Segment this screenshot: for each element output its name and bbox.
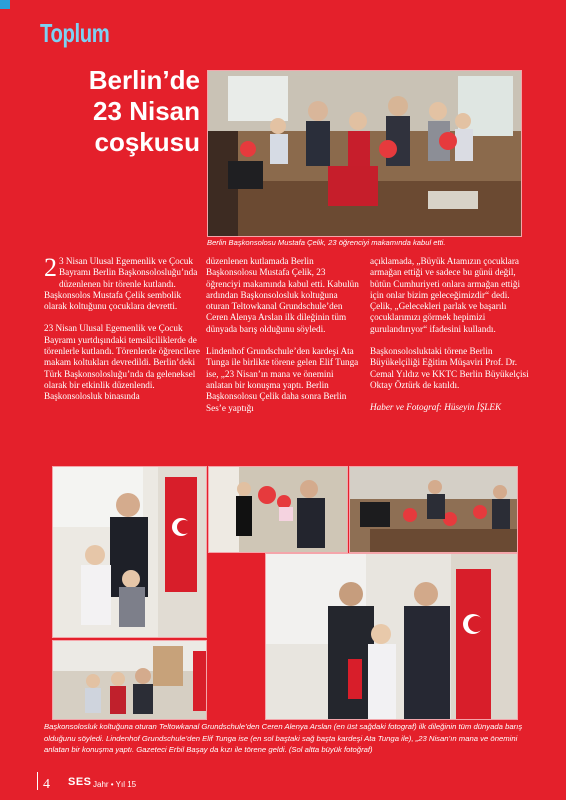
bottom-left-small-photo — [52, 640, 207, 720]
publication-logo: SES — [68, 776, 92, 788]
article-column-1 — [44, 253, 200, 414]
corner-accent — [0, 0, 10, 9]
col1-paragraph-1: 3 Nisan Ulusal Egemenlik ve Çocuk Bayramı Berlin Başkonsolosluğu’nda düzenlenen bir törenle kutlandı. Başkonsolos Mustafa Çelik sembolik olarak koltuğunu çocuklara devretti. — [44, 256, 198, 312]
footer-divider — [37, 772, 38, 790]
article-column-2 — [206, 256, 362, 425]
article-column-3 — [370, 256, 530, 425]
col3-paragraph-2: Başkonsolosluktaki törene Berlin Büyükelçiliği Eğitim Müşaviri Prof. Dr. Cemal Yıldız ve KKTC Berlin Büyükelçisi Oktay Öztürk de katıldı. — [370, 346, 529, 390]
col2-paragraph-2: Lindenhof Grundschule’den kardeşi Ata Tunga ile birlikte törene gelen Elif Tunga ise, „23 Nisan’ın mana ve önemini anlatan bir konuşma yaptı. Berlin Başkonsolosu Çelik daha sonra Berlin Ses’e yaptığı — [206, 346, 359, 413]
dropcap: 2 — [44, 253, 57, 282]
bottom-photos-caption: Başkonsolosluk koltuğuna oturan Teltowkanal Grundschule’den Ceren Alenya Arslan (en üst sağdaki fotograf) ilk dileğinin tüm dünyada barış olduğunu söyledi. Lindenhof Grundschule’den Elif Tunga ise (en sol baştaki sağ başta kardeşi Ata Tunga ile), „23 Nisan’ın mana ve önemini anlatan bir konuşma yaptı. Gazeteci Erbil Başay da kızı ile törene geldi. (Sol altta büyük fotoğraf) — [44, 722, 523, 754]
bottom-right-top-photo — [349, 466, 518, 553]
top-photo — [207, 70, 522, 237]
headline-line-1: Berlin’de — [88, 65, 200, 95]
col1-paragraph-2: 23 Nisan Ulusal Egemenlik ve Çocuk Bayramı yurtdışındaki temsilciliklerde de törenlerle kutlandı. Törenlerde öğrencilere makam koltukları devredildi. Berlin’deki Türk Başkonsolosluğu’nda da geleneksel olarak bir etkinlik düzenlendi. Başkonsolosluk binasında — [44, 323, 200, 402]
col3-paragraph-1: açıklamada, „Büyük Atamızın çocuklara armağan ettiği ve sadece bu günü değil, bütün Cumhuriyeti onlara armağan ettiği için onlar bizim geleceğimizdir“ dedi. Çelik, „Gelecekleri parlak ve başarılı çocuklarımızı görmek hepimizi gurulandırıyor“ ifadesini kullandı. — [370, 256, 521, 334]
headline-line-3: coşkusu — [94, 127, 200, 157]
section-label: Toplum — [40, 18, 110, 48]
issue-label: Jahr • Yıl 15 — [93, 780, 137, 789]
bottom-right-large-photo — [265, 553, 518, 720]
col2-paragraph-1: düzenlenen kutlamada Berlin Başkonsolosu Mustafa Çelik, 23 öğrenciyi makamında kabul etti. Kabulün ardından Başkonsolosluk koltuğuna oturan Teltowkanal Grundschule’den Ceren Alenya Arslan ilk dileğinin tüm dünyada barış olduğunu söyledi. — [206, 256, 359, 334]
headline — [60, 65, 200, 158]
photo-credit: Haber ve Fotograf: Hüseyin İŞLEK — [370, 402, 502, 413]
top-photo-caption: Berlin Başkonsolosu Mustafa Çelik, 23 öğrenciyi makamında kabul etti. — [207, 238, 446, 247]
headline-line-2: 23 Nisan — [93, 96, 200, 126]
page-number: 4 — [43, 777, 50, 792]
bottom-middle-photo — [208, 466, 348, 553]
bottom-left-photo — [52, 466, 207, 638]
